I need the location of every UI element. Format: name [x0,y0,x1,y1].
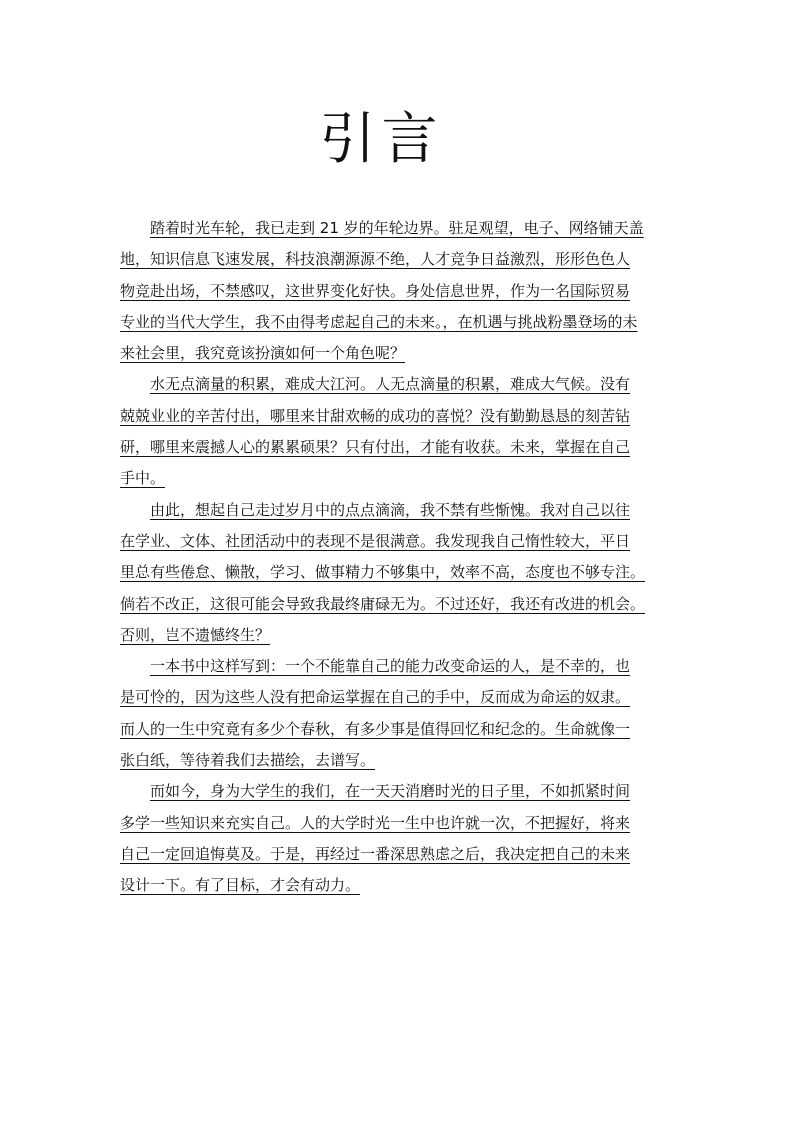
text-line: 水无点滴量的积累，难成大江河。人无点滴量的积累，难成大气候。没有 [150,375,631,394]
text-line: 一本书中这样写到：一个不能靠自己的能力改变命运的人，是不幸的，也 [150,657,631,676]
text-line: 专业的当代大学生，我不由得考虑起自己的未来。，在机遇与挑战粉墨登场的未 [120,312,638,331]
text-line: 踏着时光车轮，我已走到 21 岁的年轮边界。驻足观望，电子、网络铺天盖 [150,219,644,237]
text-line: 张白纸，等待着我们去描绘，去谱写。 [120,751,376,770]
text-line: 兢兢业业的辛苦付出，哪里来甘甜欢畅的成功的喜悦？没有勤勤恳恳的刻苦钻 [120,406,631,425]
body-text [120,213,668,902]
text-line: 而人的一生中究竟有多少个春秋，有多少事是值得回忆和纪念的。生命就像一 [120,719,631,738]
paragraph [120,369,668,494]
text-line: 来社会里，我究竟该扮演如何一个角色呢？ [120,344,406,363]
text-line: 研，哪里来震撼人心的累累硕果？只有付出，才能有收获。未来，掌握在自己 [120,438,631,457]
text-line: 而如今，身为大学生的我们，在一天天消磨时光的日子里，不如抓紧时间 [150,782,631,801]
text-line: 在学业、文体、社团活动中的表现不是很满意。我发现我自己惰性较大，平日 [120,531,631,550]
paragraph [120,495,668,651]
text-line: 自己一定回追悔莫及。于是，再经过一番深思熟虑之后，我决定把自己的未来 [120,844,631,863]
page-title: 引言 [319,107,444,172]
paragraph [120,213,668,369]
text-line: 设计一下。有了目标，才会有动力。 [120,876,361,895]
text-line: 物竞赴出场，不禁感叹，这世界变化好快。身处信息世界，作为一名国际贸易 [120,281,631,300]
text-line: 否则，岂不遗憾终生？ [120,625,271,644]
text-line: 由此，想起自己走过岁月中的点点滴滴，我不禁有些惭愧。我对自己以往 [150,500,631,519]
text-line: 手中。 [120,469,166,488]
text-line: 多学一些知识来充实自己。人的大学时光一生中也许就一次，不把握好，将来 [120,813,631,832]
text-line: 倘若不改正，这很可能会导致我最终庸碌无为。不过还好，我还有改进的机会。 [120,594,646,613]
text-line: 地，知识信息飞速发展，科技浪潮源源不绝，人才竞争日益激烈，形形色色人 [120,250,631,269]
text-line: 里总有些倦怠、懒散，学习、做事精力不够集中，效率不高，态度也不够专注。 [120,563,646,582]
text-line: 是可怜的，因为这些人没有把命运掌握在自己的手中，反而成为命运的奴隶。 [120,688,631,707]
paragraph [120,776,668,901]
paragraph [120,651,668,776]
